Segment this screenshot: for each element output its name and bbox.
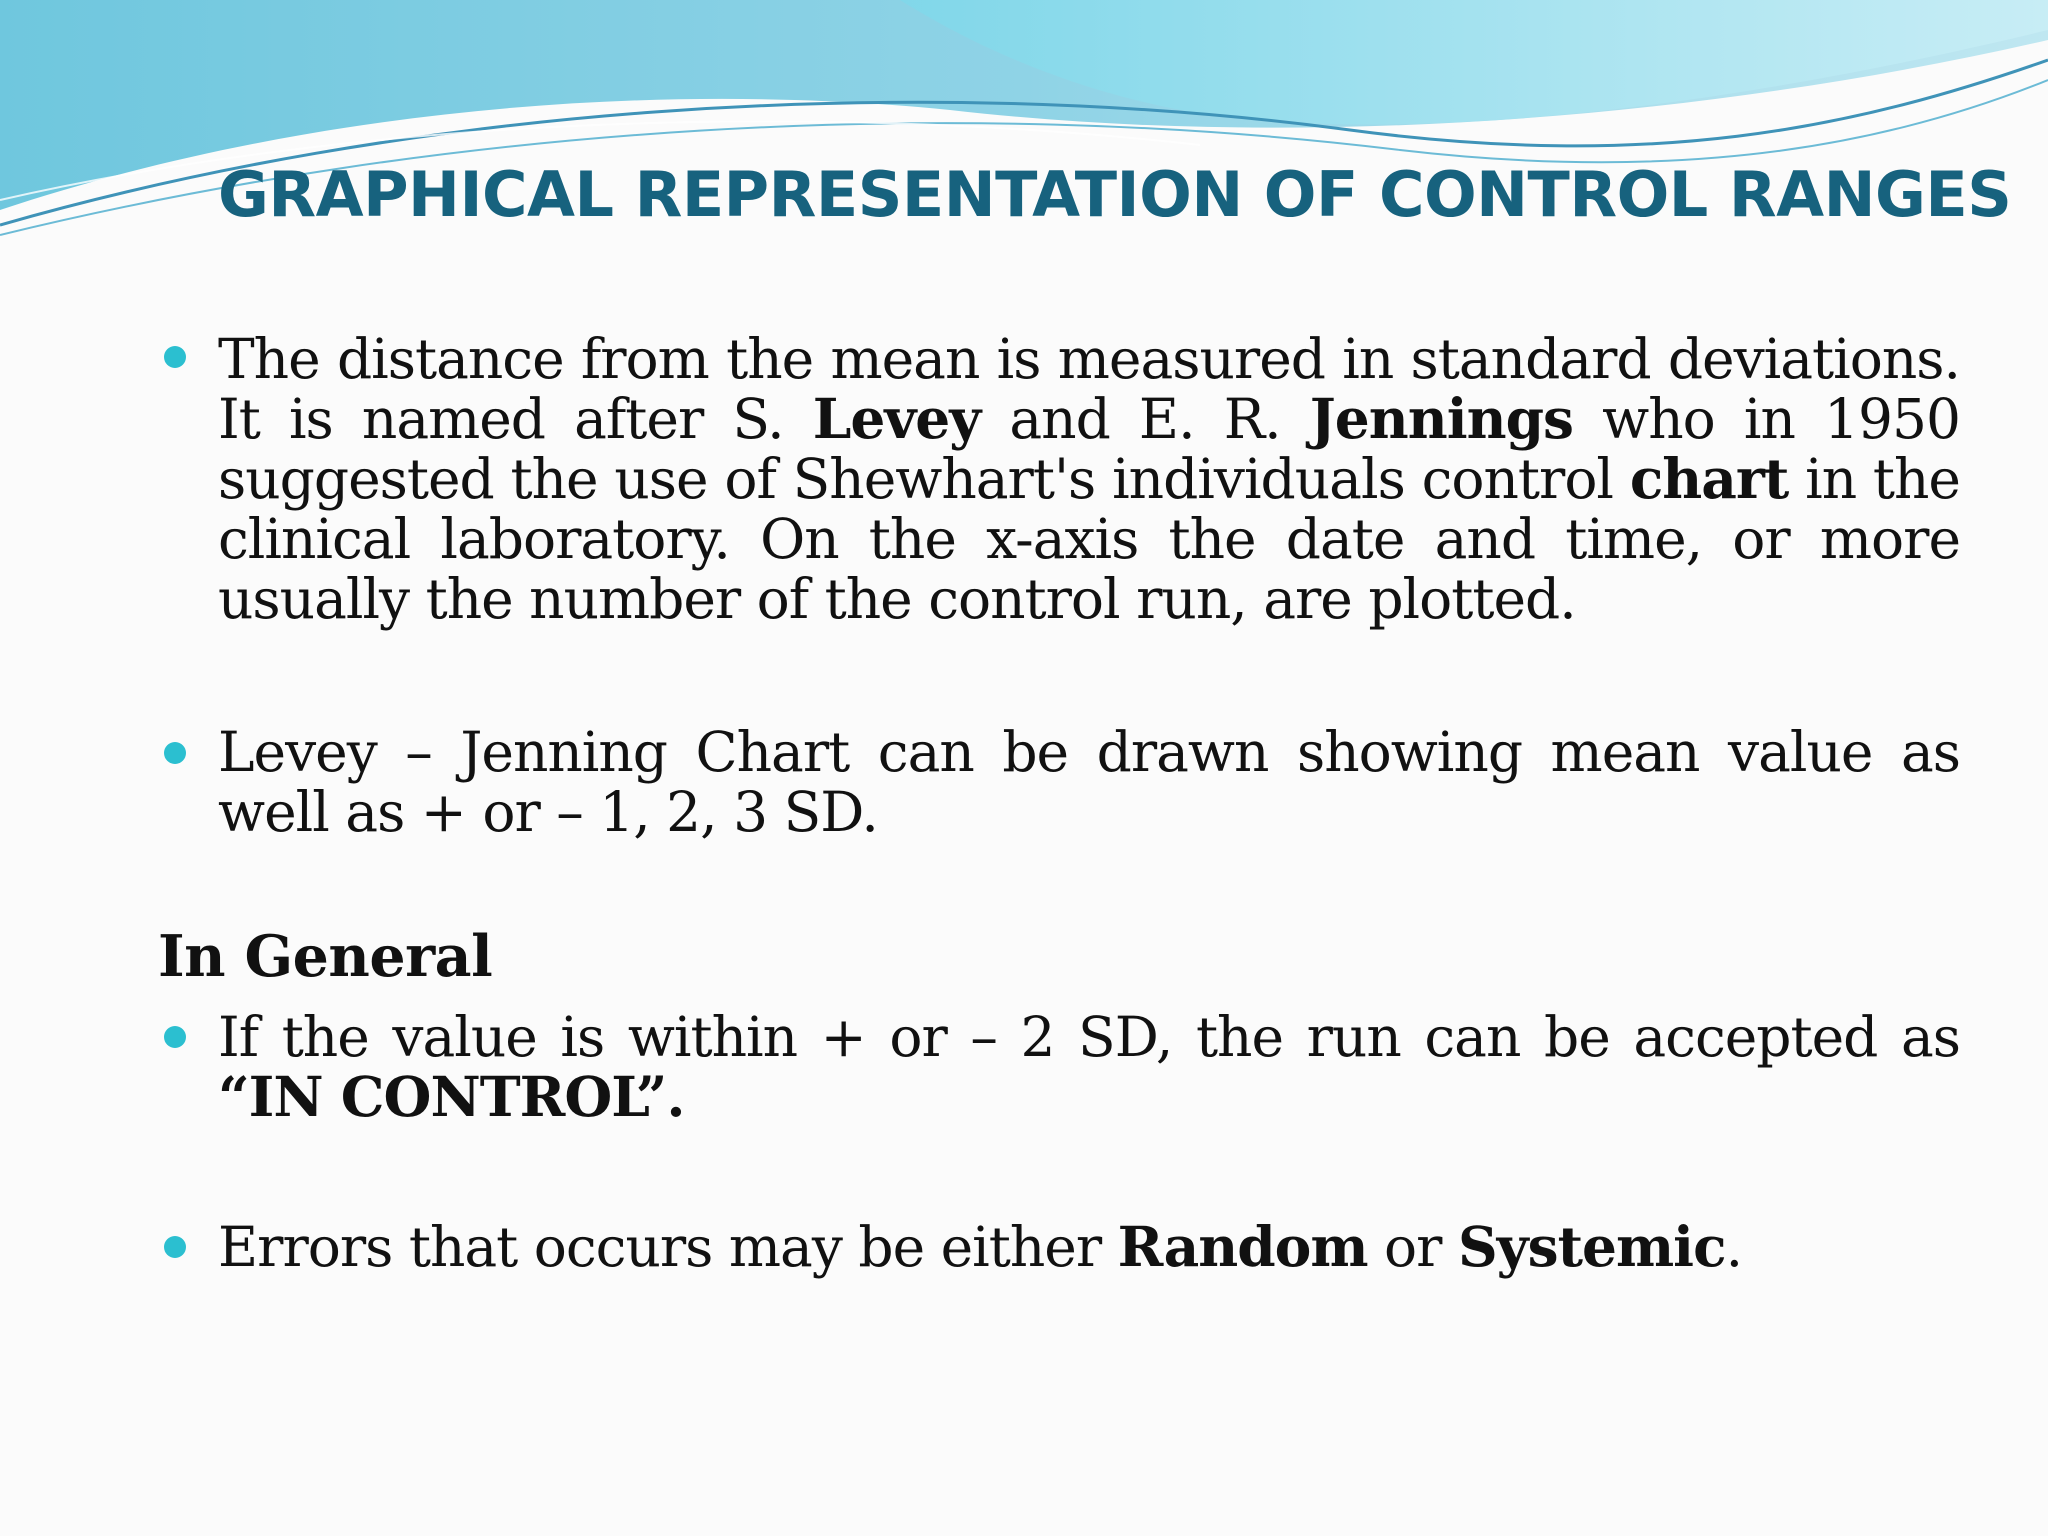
bullet-1-part-4: Jennings (1309, 386, 1574, 451)
bullet-1-part-2: Levey (812, 386, 981, 451)
bullet-3-part-2: “IN CONTROL”. (218, 1064, 685, 1129)
bullet-3-part-1: If the value is within + or – 2 SD, the run can be accepted as (218, 1005, 1960, 1069)
bullet-1-text (218, 329, 1960, 629)
bullet-4-text (218, 1214, 1960, 1279)
bullet-3-icon (164, 1026, 186, 1048)
bullet-2-icon (164, 742, 186, 764)
bullet-1-icon (164, 346, 186, 368)
section-heading: In General (158, 923, 493, 990)
bullet-4-part-5: . (1725, 1215, 1743, 1279)
bullet-1-part-3: and E. R. (980, 387, 1310, 451)
bullet-4-part-2: Random (1117, 1214, 1368, 1279)
bullet-4-part-3: or (1367, 1215, 1458, 1279)
bullet-2-text (218, 722, 1960, 842)
bullet-1-part-6: chart (1629, 446, 1789, 511)
slide-title: GRAPHICAL REPRESENTATION OF CONTROL RANGES (218, 158, 2012, 231)
bullet-4-part-4: Systemic (1457, 1214, 1726, 1279)
bullet-3-text (218, 1007, 1960, 1127)
bullet-1-part-5: who in 1950 suggested the use of Shewhart's individuals control (218, 387, 1960, 511)
bullet-1-part-1: The distance from the mean is measured in standard deviations. It is named after S. (218, 327, 1960, 451)
bullet-2-part-1: Levey – Jenning Chart can be drawn showing mean value as well as + or – 1, 2, 3 SD. (218, 720, 1960, 844)
bullet-4-part-1: Errors that occurs may be either (218, 1215, 1118, 1279)
bullet-1-part-7: in the clinical laboratory. On the x-axis the date and time, or more usually the number of the control run, are plotted. (218, 447, 1960, 631)
bullet-4-icon (164, 1236, 186, 1258)
